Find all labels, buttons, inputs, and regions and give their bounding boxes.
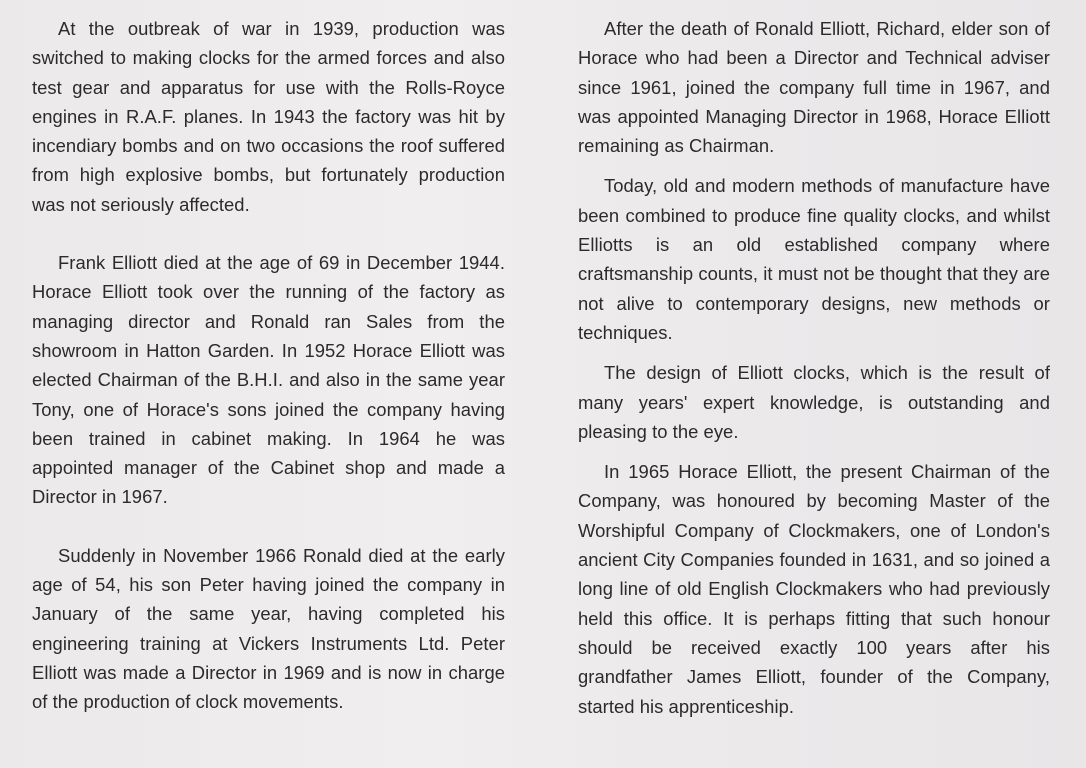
- paragraph-worshipful-company: In 1965 Horace Elliott, the present Chairman of the Company, was honoured by becoming Master of the Worshipful Company of Clockmakers, one of London's ancient City Companies founded in 1631, and so joined a long line of old English Clockmakers who had previously held this office. It is perhaps fitting that such honour should be received exactly 100 years after his grandfather James Elliott, founder of the Company, started his apprenticeship.: [578, 461, 1050, 717]
- paragraph-clock-design: The design of Elliott clocks, which is the result of many years' expert knowledge, is outstanding and pleasing to the eye.: [578, 362, 1050, 442]
- left-column: [32, 14, 505, 717]
- paragraph-war-production: At the outbreak of war in 1939, production was switched to making clocks for the armed forces and also test gear and apparatus for use with the Rolls-Royce engines in R.A.F. planes. In 1943 the factory was hit by incendiary bombs and on two occasions the roof suffered from high explosive bombs, but fortunately production was not seriously affected.: [32, 18, 505, 215]
- paragraph-frank-elliott-death: Frank Elliott died at the age of 69 in December 1944. Horace Elliott took over the running of the factory as managing director and Ronald ran Sales from the showroom in Hatton Garden. In 1952 Horace Elliott was elected Chairman of the B.H.I. and also in the same year Tony, one of Horace's sons joined the company having been trained in cabinet making. In 1964 he was appointed manager of the Cabinet shop and made a Director in 1967.: [32, 252, 505, 508]
- paragraph-manufacture-methods: Today, old and modern methods of manufacture have been combined to produce fine quality clocks, and whilst Elliotts is an old established company where craftsmanship counts, it must not be thought that they are not alive to contemporary designs, new methods or techniques.: [578, 175, 1050, 343]
- paragraph-richard-elliott: After the death of Ronald Elliott, Richard, elder son of Horace who had been a Director and Technical adviser since 1961, joined the company full time in 1967, and was appointed Managing Director in 1968, Horace Elliott remaining as Chairman.: [578, 18, 1050, 157]
- paragraph-ronald-death: Suddenly in November 1966 Ronald died at the early age of 54, his son Peter having joined the company in January of the same year, having completed his engineering training at Vickers Instruments Ltd. Peter Elliott was made a Director in 1969 and is now in charge of the production of clock movements.: [32, 544, 505, 713]
- right-column: [578, 14, 1050, 721]
